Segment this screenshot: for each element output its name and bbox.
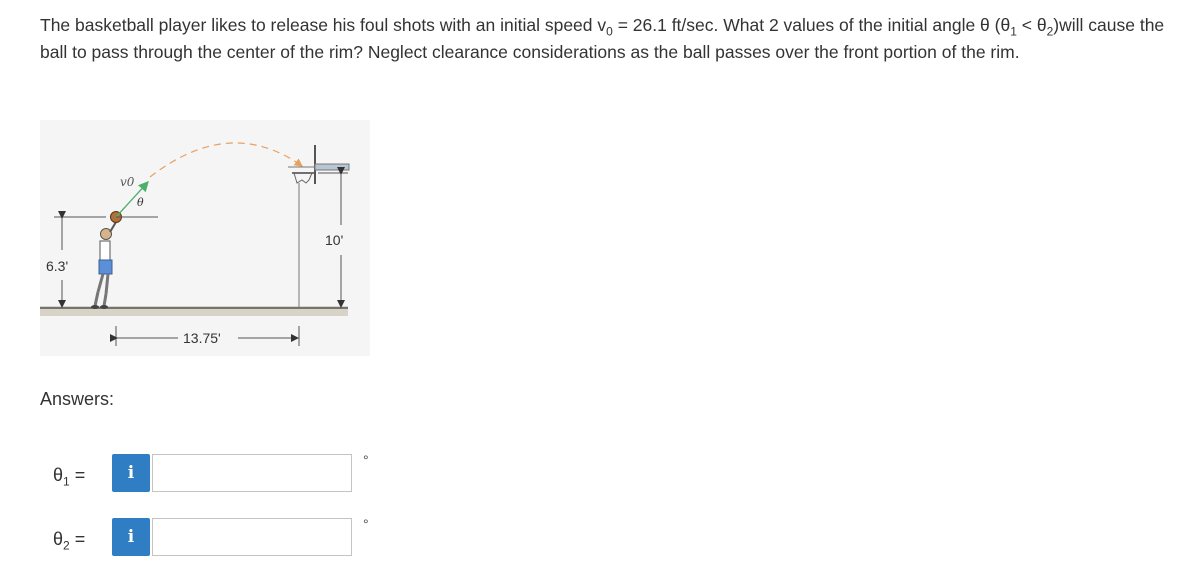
basket-hoop [288, 145, 349, 307]
theta1-input[interactable] [152, 454, 352, 492]
subscript: 1 [63, 474, 70, 489]
info-button[interactable]: i [112, 454, 150, 492]
question-subscript: 1 [1010, 24, 1017, 39]
degree-unit: ° [363, 516, 369, 532]
distance-label: 13.75' [183, 330, 221, 346]
question-part: The basketball player likes to release his foul shots with an initial speed v [40, 15, 607, 35]
answer-row-theta1 [40, 454, 380, 494]
question-part: )will cause the ball to pass through the center of the rim? Neglect clearance considerations as the ball passes over the front portion of the rim. [40, 15, 1165, 62]
symbol: θ [53, 529, 64, 549]
question-text [40, 12, 1165, 66]
symbol: θ [53, 465, 64, 485]
answer-row-theta2 [40, 518, 380, 558]
question-subscript: 0 [606, 24, 613, 39]
question-part: < θ [1016, 15, 1047, 35]
rim-height-label: 10' [325, 232, 344, 248]
info-button[interactable]: i [112, 518, 150, 556]
theta1-label [53, 465, 85, 489]
question-part: = 26.1 ft/sec. What 2 values of the initial angle θ (θ [612, 15, 1011, 35]
height-label: 6.3' [46, 258, 69, 274]
equals: = [69, 529, 86, 549]
v0-label: v0 [120, 175, 135, 189]
theta2-input[interactable] [152, 518, 352, 556]
equals: = [69, 465, 86, 485]
basketball-diagram [40, 120, 370, 356]
player-figure [91, 217, 116, 309]
subscript: 2 [63, 538, 70, 553]
answers-heading: Answers: [40, 389, 115, 409]
question-subscript: 2 [1046, 24, 1054, 39]
theta-label: θ [137, 196, 144, 209]
problem-figure [40, 120, 370, 356]
ball-trajectory [150, 143, 302, 177]
theta2-label [53, 529, 85, 553]
degree-unit: ° [363, 452, 369, 468]
